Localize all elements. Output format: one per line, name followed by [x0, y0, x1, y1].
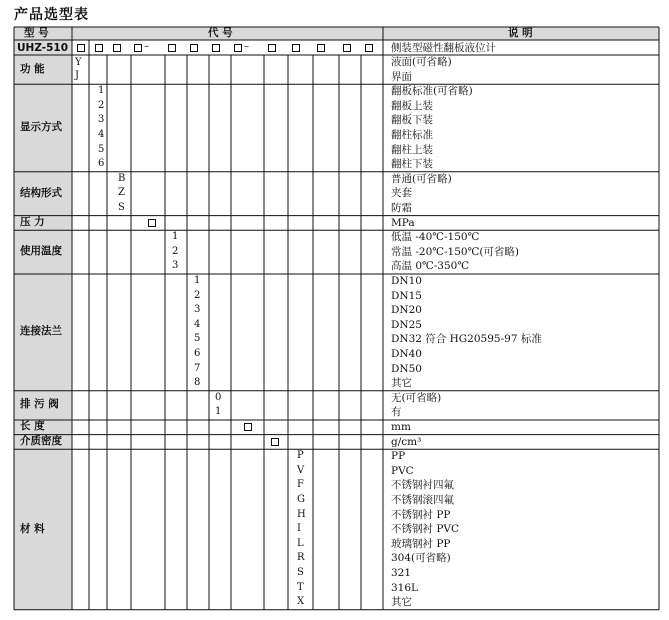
option-description: 防霜 — [391, 202, 412, 214]
option-code: 3 — [172, 260, 179, 272]
option-description: 普通(可省略) — [391, 172, 452, 185]
model-code-box — [292, 44, 300, 52]
option-code: P — [297, 450, 304, 462]
option-code: 4 — [98, 129, 105, 140]
option-code: 1 — [172, 231, 179, 243]
option-description: 不锈钢衬 PP — [391, 508, 451, 521]
option-code: 0 — [215, 391, 222, 403]
option-description: DN40 — [391, 348, 422, 360]
option-code: 8 — [194, 377, 201, 389]
option-code: 5 — [98, 143, 105, 155]
option-description: 翻柱下装 — [391, 158, 433, 171]
density-box — [271, 438, 279, 446]
option-code: H — [297, 508, 306, 520]
option-description: 翻柱上装 — [391, 143, 433, 156]
section-label: 排 污 阀 — [20, 398, 59, 411]
code-separator: – — [144, 41, 149, 52]
option-description: 不锈钢衬 PVC — [391, 523, 460, 536]
option-description: PP — [391, 450, 406, 463]
option-code: 2 — [172, 245, 179, 257]
model-code-box — [212, 44, 220, 52]
option-code: 6 — [194, 348, 201, 359]
option-description: 玻璃钢衬 PP — [391, 537, 451, 550]
option-code: F — [297, 479, 304, 491]
option-description: 不锈钢衬四氟 — [391, 479, 454, 492]
option-code: Y — [75, 57, 82, 68]
option-description: PVC — [391, 464, 414, 477]
option-description: 其它 — [391, 377, 412, 390]
section-label: 介质密度 — [20, 434, 62, 447]
option-description: DN10 — [391, 275, 422, 287]
option-code: G — [297, 494, 305, 505]
model-code-box — [113, 44, 121, 52]
option-description: 304(可省略) — [391, 552, 451, 565]
model-code-box — [317, 44, 325, 52]
section-label: 显示方式 — [20, 121, 62, 133]
model-code-box — [190, 44, 198, 52]
section-label: 结构形式 — [20, 186, 62, 199]
model-name: UHZ-510 — [17, 42, 69, 54]
option-description: 321 — [391, 567, 412, 579]
length-box — [244, 423, 252, 431]
option-code: 6 — [98, 158, 105, 170]
option-description: 无(可省略) — [391, 391, 442, 404]
option-code: I — [297, 523, 301, 535]
option-code: Z — [118, 187, 125, 199]
header-code: 代 号 — [208, 27, 233, 39]
option-description: 翻板下装 — [391, 114, 433, 127]
option-description: 有 — [391, 406, 402, 419]
model-code-box — [234, 44, 242, 52]
model-code-box — [343, 44, 351, 52]
option-description: 常温 -20℃-150℃(可省略) — [391, 245, 520, 258]
option-code: 4 — [194, 318, 201, 330]
option-code: 3 — [98, 114, 105, 126]
option-description: 高温 0℃-350℃ — [391, 260, 470, 273]
option-code: V — [297, 464, 305, 476]
option-code: 2 — [98, 99, 105, 111]
option-code: S — [297, 567, 304, 578]
option-description: 翻板标准(可省略) — [391, 85, 473, 98]
option-description: 液面(可省略) — [391, 56, 452, 68]
section-label: 使用温度 — [20, 245, 62, 258]
option-code: R — [297, 552, 305, 564]
section-label: 连接法兰 — [20, 325, 62, 338]
option-code: 1 — [98, 85, 105, 97]
model-code-box — [365, 44, 373, 52]
code-separator: – — [244, 41, 249, 52]
section-label: 压 力 — [20, 215, 45, 228]
option-code: B — [118, 172, 126, 184]
option-description: DN32 符合 HG20595-97 标准 — [391, 333, 542, 346]
option-description: 低温 -40℃-150℃ — [391, 231, 480, 244]
option-description: DN15 — [391, 289, 422, 302]
option-code: 5 — [194, 333, 201, 345]
option-description: 不锈钢滚四氟 — [391, 494, 454, 506]
option-code: 2 — [194, 289, 201, 301]
header-desc: 说 明 — [508, 27, 533, 39]
model-code-box — [168, 44, 176, 52]
option-description: 316L — [391, 581, 419, 594]
option-description: DN20 — [391, 304, 422, 317]
option-code: 3 — [194, 304, 201, 316]
option-code: 1 — [194, 275, 201, 286]
page-title: 产品选型表 — [14, 7, 89, 23]
option-description: 翻板上装 — [391, 99, 433, 112]
option-code: L — [297, 537, 304, 549]
section-label: 长 度 — [20, 420, 45, 433]
model-code-box — [268, 44, 276, 52]
option-description: MPa — [391, 216, 415, 229]
option-code: X — [297, 596, 305, 608]
option-description: DN25 — [391, 318, 422, 331]
option-description: mm — [391, 421, 411, 433]
model-code-box — [134, 44, 142, 52]
section-label: 材 料 — [20, 522, 45, 535]
option-code: 1 — [215, 406, 222, 418]
option-code: S — [118, 202, 125, 213]
option-code: J — [75, 69, 80, 81]
option-code: T — [297, 581, 304, 593]
section-label: 功 能 — [20, 62, 45, 75]
option-code: 7 — [194, 362, 201, 374]
model-code-box — [77, 44, 85, 52]
option-description: DN50 — [391, 362, 422, 375]
model-description: 侧装型磁性翻板液位计 — [391, 42, 496, 54]
header-model: 型 号 — [24, 27, 49, 39]
model-code-box — [95, 44, 103, 52]
option-description: g/cm³ — [391, 435, 422, 448]
option-description: 界面 — [391, 70, 412, 83]
option-description: 翻柱标准 — [391, 129, 433, 141]
option-description: 其它 — [391, 596, 412, 609]
pressure-box — [148, 219, 156, 227]
option-description: 夹套 — [391, 187, 412, 200]
